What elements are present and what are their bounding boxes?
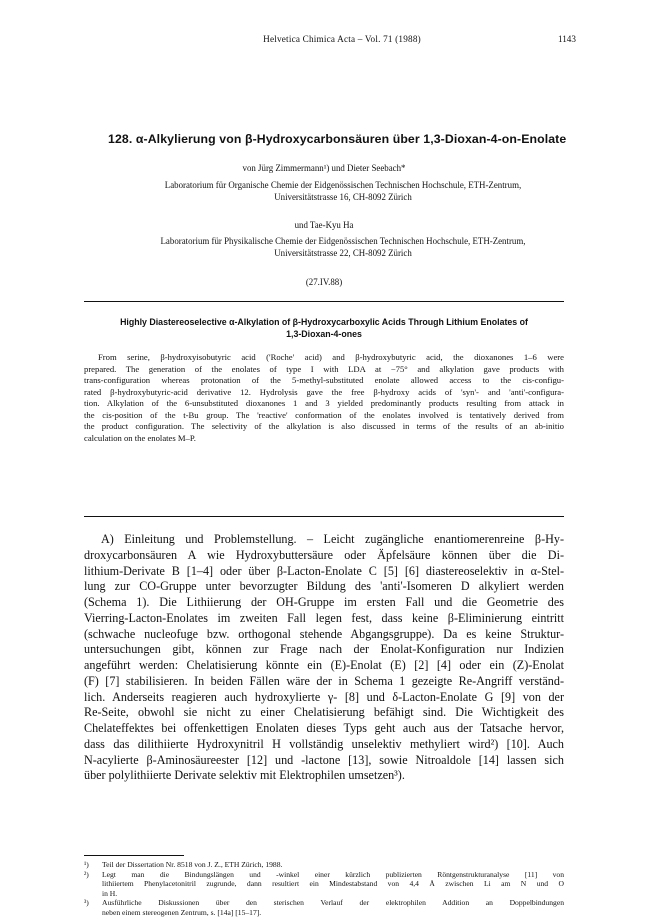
footnote-line: Ausführliche Diskussionen über den sterischen Verlauf der elektrophilen Addition an Doppelbindungen [102,898,564,908]
abstract [84,352,564,444]
body-line: (F) [7] stabilisieren. In beiden Fällen wäre der in Schema 1 gezeigte Re-Angriff verständ- [84,673,564,688]
body-line: lithium-Derivate B [1–4] oder über β-Lacton-Enolate C [5] [6] diastereoselektiv in α-Stel- [84,563,564,578]
footnote-line: Legt man die Bindungslängen und -winkel einer kürzlich publizierten Röntgenstrukturanalyse [11] von [102,869,564,879]
body-line: lung zur CO-Gruppe unter bevorzugter Bildung des 'anti'-Isomeren D alkyliert werden [84,579,564,594]
body-line: A) Einleitung und Problemstellung. – Leicht zugängliche enantiomerenreine β-Hy- [101,532,564,546]
abstract-line: tion. Alkylation of the 6-unsubstituted dioxanones 1 and 3 yielded predominantly products resulting from attack in [84,398,564,409]
english-title-line: Highly Diastereoselective α-Alkylation of β-Hydroxycarboxylic Acids Through Lithium Enolates of [120,317,528,327]
body-line: droxycarbonsäuren A wie Hydroxybuttersäure oder Äpfelsäure können über die Di- [84,547,564,562]
footnote-line: Teil der Dissertation Nr. 8518 von J. Z., ETH Zürich, 1988. [102,860,283,869]
english-title [120,317,528,341]
body-line: lich. Anderseits reagieren auch hydroxylierte γ- [8] und δ-Lacton-Enolate G [9] von der [84,689,564,704]
footnote [84,870,564,899]
journal-name: Helvetica Chimica Acta – Vol. 71 (1988) [263,34,421,44]
page-number: 1143 [557,34,576,44]
body-line: untersuchungen gibt, können zur Frage nach der Enolat-Konfiguration nur Indizien [84,642,564,657]
divider-rule [84,516,564,517]
author-line: von Jürg Zimmermann¹) und Dieter Seebach* [242,163,406,173]
running-head [108,34,576,46]
abstract-line: From serine, β-hydroxyisobutyric acid ('Roche' acid) and β-hydroxybutyric acid, the dioxanones 1–6 were [98,352,564,362]
body-line: N-acylierte β-Aminosäureester [12] und -lactone [13], sowie Nitroaldole [14] lassen sich [84,752,564,767]
footnote-text [102,860,564,870]
footnote [84,898,564,917]
body-line: (schwache nucleofuge bzw. orthogonal stehende Abgangsgruppe). Da es keine Struktur- [84,626,564,641]
body-text [84,532,564,784]
abstract-line: trans-configuration whereas protonation of the 5-methyl-substituted enolate allowed access to the cis-configu- [84,375,564,386]
received-date: (27.IV.88) [305,277,343,287]
footnote-number: ²) [84,869,89,879]
affiliation-line: Laboratorium für Physikalische Chemie der Eidgenössischen Technischen Hochschule, ETH-Zentrum, [160,236,526,246]
abstract-line: the cis-position of the t-Bu group. The 'reactive' conformation of the enolates involved is tentatively derived from [84,409,564,420]
body-line: dass das dilithiierte Hydroxynitril H vollständig unselektiv methyliert wird²) [10]. Auch [84,736,564,751]
footnote-line: neben einem stereogenen Zentrum, s. [14a] [15–17]. [102,907,262,917]
body-line: Chelateffektes bei offenkettigen Enolaten dieses Typs geht auch aus der Tatsache hervor, [84,721,564,735]
footnote [84,860,564,870]
footnote-line: in H. [102,888,118,898]
article-title: 128. α-Alkylierung von β-Hydroxycarbonsäuren über 1,3-Dioxan-4-on-Enolate [108,132,567,146]
abstract-line: the product configuration. The selectivity of the alkylation is also discussed in terms of the results of an ab-initio [84,421,564,432]
body-line: Re-Seite, obwohl sie nicht zu einer Chelatisierung befähigt sind. Die Wichtigkeit des [84,705,564,720]
abstract-line: prepared. The generation of the enolates of type I with LDA at −75° and alkylation gave products with [84,363,564,374]
affiliation-line: Laboratorium für Organische Chemie der Eidgenössischen Technischen Hochschule, ETH-Zentrum, [164,180,522,190]
body-line: Vierring-Lacton-Enolates im zweiten Fall legen fest, dass keine β-Eliminierung eintritt [84,610,564,625]
affiliation-line: Universitätstrasse 22, CH-8092 Zürich [274,248,412,259]
footnote-line: lithiiertem Phenylacetonitril zugrunde, dann resultiert ein Mindestabstand von 4,4 Å zwischen Li am N und O [102,879,564,889]
body-line: über polylithiierte Derivate selektiv mit Elektrophilen umsetzen³). [84,768,405,783]
abstract-line: calculation on the enolates M–P. [84,432,196,443]
abstract-line: rated β-hydroxybutyric-acid derivative 12. Hydrolysis gave the free β-hydroxy acids of 'syn'- and 'anti'-configura- [84,386,564,397]
footnote-number: ³) [84,898,89,908]
affiliation-1 [108,179,578,203]
affiliation-2 [108,235,578,259]
footnotes [84,860,564,918]
second-author-line: und Tae-Kyu Ha [294,220,354,230]
footnote-text [102,870,564,899]
english-title-line: 1,3-Dioxan-4-ones [286,328,362,339]
affiliation-line: Universitätstrasse 16, CH-8092 Zürich [274,192,412,203]
body-line: angeführt werden: Chelatisierung könnte ein (E)-Enolat (E) [2] [4] oder ein (Z)-Enolat [84,658,564,672]
divider-rule [84,301,564,302]
body-line: (Schema 1). Die Lithiierung der OH-Gruppe im ersten Fall und die Geometrie des [84,595,564,609]
footnote-number: ¹) [84,860,89,869]
footnote-text [102,898,564,917]
footnote-rule [84,855,184,856]
